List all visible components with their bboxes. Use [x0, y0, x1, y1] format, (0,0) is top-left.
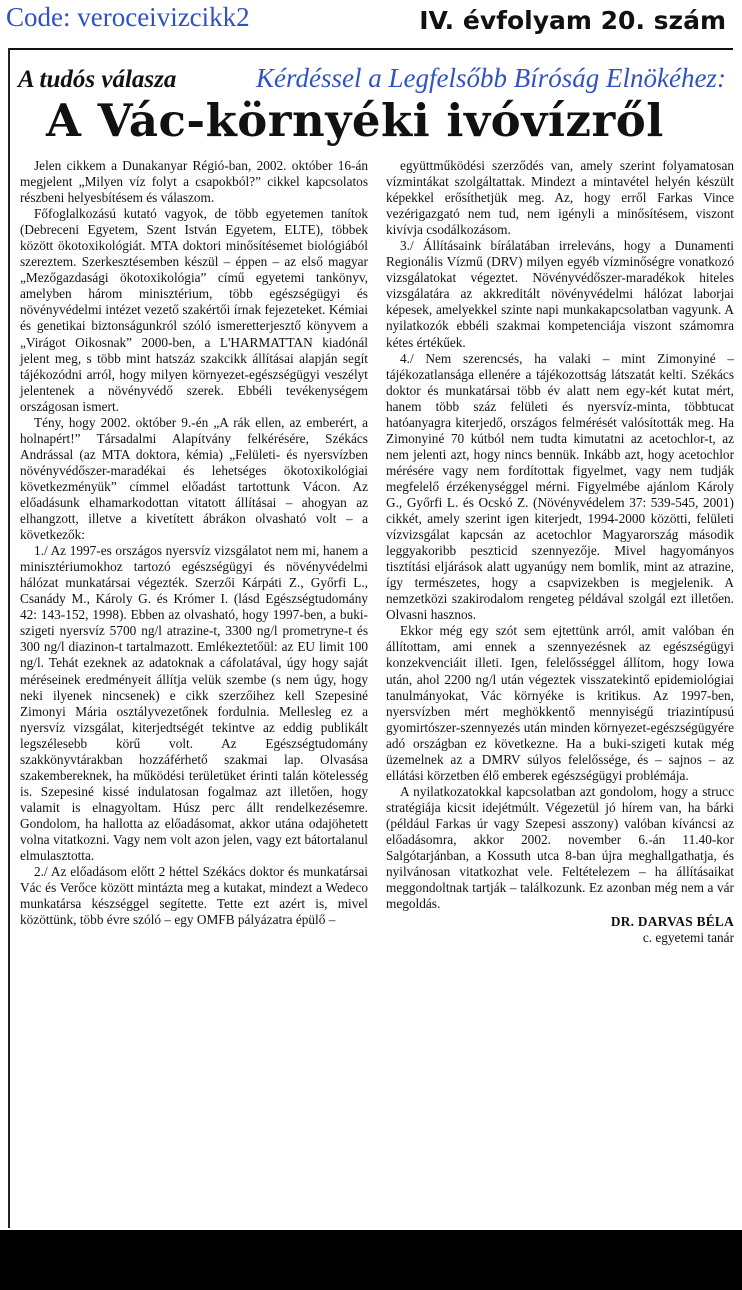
top-bar [0, 0, 742, 44]
author-title: c. egyetemi tanár [642, 930, 734, 946]
paragraph: Főfoglalkozású kutató vagyok, de több egyetemen tanítok (Debreceni Egyetem, Szent István Egyetem, ELTE), többek között ökotoxikológiát. MTA doktori minősítésemet biológiából szereztem. Szerkesztésemben készül – éppen – az első magyar „Mezőgazdasági ökotoxikológia” című egyetemi tankönyv, amelyben három minisztérium, több egészségügyi és növényvédelmi intézet vezető szakértői írnak fejezeteket. Kémiai és genetikai biztonságunkról szóló ismeretterjesztő könyvem a „Virágot Oikosnak” 2000-ben, a L'HARMATTAN kiadónál jelent meg, s több mint hatszáz szakcikk állításai alapján segít tájékozódni arról, hogy milyen környezet-egészségügyi veszélyt jelentenek a növényvédő szerek. Ebbéli tevékenységem országosan ismert. [20, 206, 368, 414]
paragraph: Ekkor még egy szót sem ejtettünk arról, amit valóban én állítottam, ami ennek a szennyezésnek az egészségügyi konzekvenciáit illeti. Igen, felelősséggel állítom, hogy Iowa után, ahol 2200 ng/l után végeztek visszatekintő epidemiológiai tanulmányokat, Vác környéke is kritikus. Az 1997-ben, nyersvízben mért meghökkentő mennyiségű triazintípusú gyomirtószer-szennyezés után minden környezet-egészségügyére adó országban ez következne. Ha a buki-szigeti kutak még üzemelnek az a DMRV súlyos felelőssége, és – sajnos – az ellátási körzetben élő emberek egészségügyi problémája. [386, 623, 734, 783]
right-column [386, 158, 734, 946]
paragraph: A nyilatkozatokkal kapcsolatban azt gondolom, hogy a strucc stratégiája kicsit idejétmúlt. Végezetül jó hírem van, ha bárki (például Farkas úr vagy Szepesi asszony) valóban kíváncsi az előadásomra, akkor 2002. november 6.-án 11.40-kor Salgótarjánban, a Kossuth utca 8-ban újra meghallgathatja, és nyilvánosan vitatkozhat vele. Feltételezem – ha állításaikat meggondoltnak tartják – találkozunk. Ez azonban még nem a vár megoldás. [386, 783, 734, 912]
article-title: A Vác-környéki ivóvízről [46, 94, 664, 147]
left-column [20, 158, 368, 928]
paragraph: 2./ Az előadásom előtt 2 héttel Székács doktor és munkatársai Vác és Verőce között mintázta meg a kutakat, mindezt a Wedeco munkatársa készséggel segítette. Tette ezt azért is, mivel közöttünk, több évre szóló – egy OMFB pályázatra épülő – [20, 864, 368, 928]
author-name: DR. DARVAS BÉLA [610, 914, 734, 930]
header-rule [8, 48, 733, 50]
paragraph: Tény, hogy 2002. október 9.-én „A rák ellen, az emberért, a holnapért!” Társadalmi Alapítvány felkérésére, Székács Andrással (az MTA doktora, kémia) „Felületi- és nyersvízben növényvédőszer-maradékai és lehetséges ökotoxikológiai következményük” címmel előadást tartottunk Vácon. Az előadásunk elhamarkodottan vitatott állításai – ahogyan az elhangzott, illetve a kivetített ábrákon olvasható volt – a következők: [20, 414, 368, 543]
left-border-line [8, 48, 10, 1228]
paragraph: 1./ Az 1997-es országos nyersvíz vizsgálatot nem mi, hanem a minisztériumokhoz tartozó egészségügyi és növényvédelmi hálózat munkatársai végezték. Szerzői Kárpáti Z., Győrfi L., Csanády M., Károly G. és Krómer I. (lásd Egészségtudomány 42: 143-152, 1998). Ebben az olvasható, hogy 1997-ben, a buki-szigeti nyersvíz 5700 ng/l atrazine-t, 3300 ng/l prometryne-t és 300 ng/l diazinon-t tartalmazott. Emlékeztetőül: az EU limit 100 ng/l. Tehát ezeknek az adatoknak a cáfolatával, úgy hogy saját méréseinek eredményeit állítja velük szembe (s nem úgy, hogy neki ilyenek nincsenek) e cikk szerzőihez kell Szepesiné Zimonyi Mária osztályvezetőnek fordulnia. Mellesleg ez a nyersvíz vizsgálat, kiterjedtségét tekintve az eddig publikált legszélesebb körű volt. Az Egészségtudomány szakkönyvtárakban hozzáférhető szakmai lap. Olvasása szakembereknek, ha működési területüket érinti talán kötelesség is. Szepesiné kissé indulatosan fogalmaz azt illetően, hogy valamit is elnagyoltam. Húsz perc állt rendelkezésemre. Gondolom, ha hallotta az előadásomat, akkor utána odajöhetett volna vitatkozni. Vagy nem volt azon jelen, vagy ezt bátortalanul elmulasztotta. [20, 543, 368, 864]
paragraph: 4./ Nem szerencsés, ha valaki – mint Zimonyiné – tájékozatlansága ellenére a tájékozottság látszatát kelti. Székács doktor és munkatársai több év alatt nem egy-két kutat mért, hanem több száz felületi és nyersvíz-minta, többtucat hatóanyagra kiterjedő, országos felmérését valósították meg. Ha Zimonyiné 70 kútból nem tudta kimutatni az acetochlor-t, az nem jelenti azt, hogy nincs bennük. Inkább azt, hogy acetochlor mérésére vagy nem fordítottak figyelmet, vagy nem tudják megfelelő érzékenységgel mérni. Figyelmébe ajánlom Károly G., Győrfi L. és Ocskó Z. (Növényvédelem 37: 539-545, 2001) cikkét, amely szerint igen kiterjedt, 1994-2000 közötti, felületi vízvizsgálat kapcsán az acetochlor Magyarország második leggyakoribb peszticid szennyezője. Mivel hagyományos tisztítási eljárások alatt ugyanúgy nem bomlik, mint az atrazine, így természetes, hogy a csapvizekben is megjelenik. A nemzetközi szakirodalom rengeteg példával szolgál ezt illetően. Olvasni hasznos. [386, 350, 734, 623]
paragraph: Jelen cikkem a Dunakanyar Régió-ban, 2002. október 16-án megjelent „Milyen víz folyt a csapokból?” cikkel kapcsolatos részbeni helyesbítésem és válaszom. [20, 158, 368, 206]
article-kicker: A tudós válasza [18, 66, 177, 93]
document-code: Code: veroceivizcikk2 [6, 2, 250, 32]
issue-number: IV. évfolyam 20. szám [419, 6, 726, 35]
article-question: Kérdéssel a Legfelsőbb Bíróság Elnökéhez: [256, 63, 726, 93]
paragraph: 3./ Állításaink bírálatában irreleváns, hogy a Dunamenti Regionális Vízmű (DRV) milyen egyéb vízminőségre vonatkozó vizsgálatokat végeztet. Növényvédőszer-maradékok hiteles vizsgálatára az akkreditált növényvédelmi hálózat laborjai képesek, amelyekkel szinte napi munkakapcsolatban vagyunk. A nyilatkozók ebbéli szakmai kompetenciája viszont számomra kétes értékűek. [386, 238, 734, 350]
paragraph: együttműködési szerződés van, amely szerint folyamatosan vízmintákat szolgáltattak. Mindezt a mintavétel helyén készült képekkel erősíthetjük meg. Az, hogy erről Farkas Vince vezérigazgató nem tud, nem igényli a minősítésem, viszont kivívja csodálkozásom. [386, 158, 734, 238]
